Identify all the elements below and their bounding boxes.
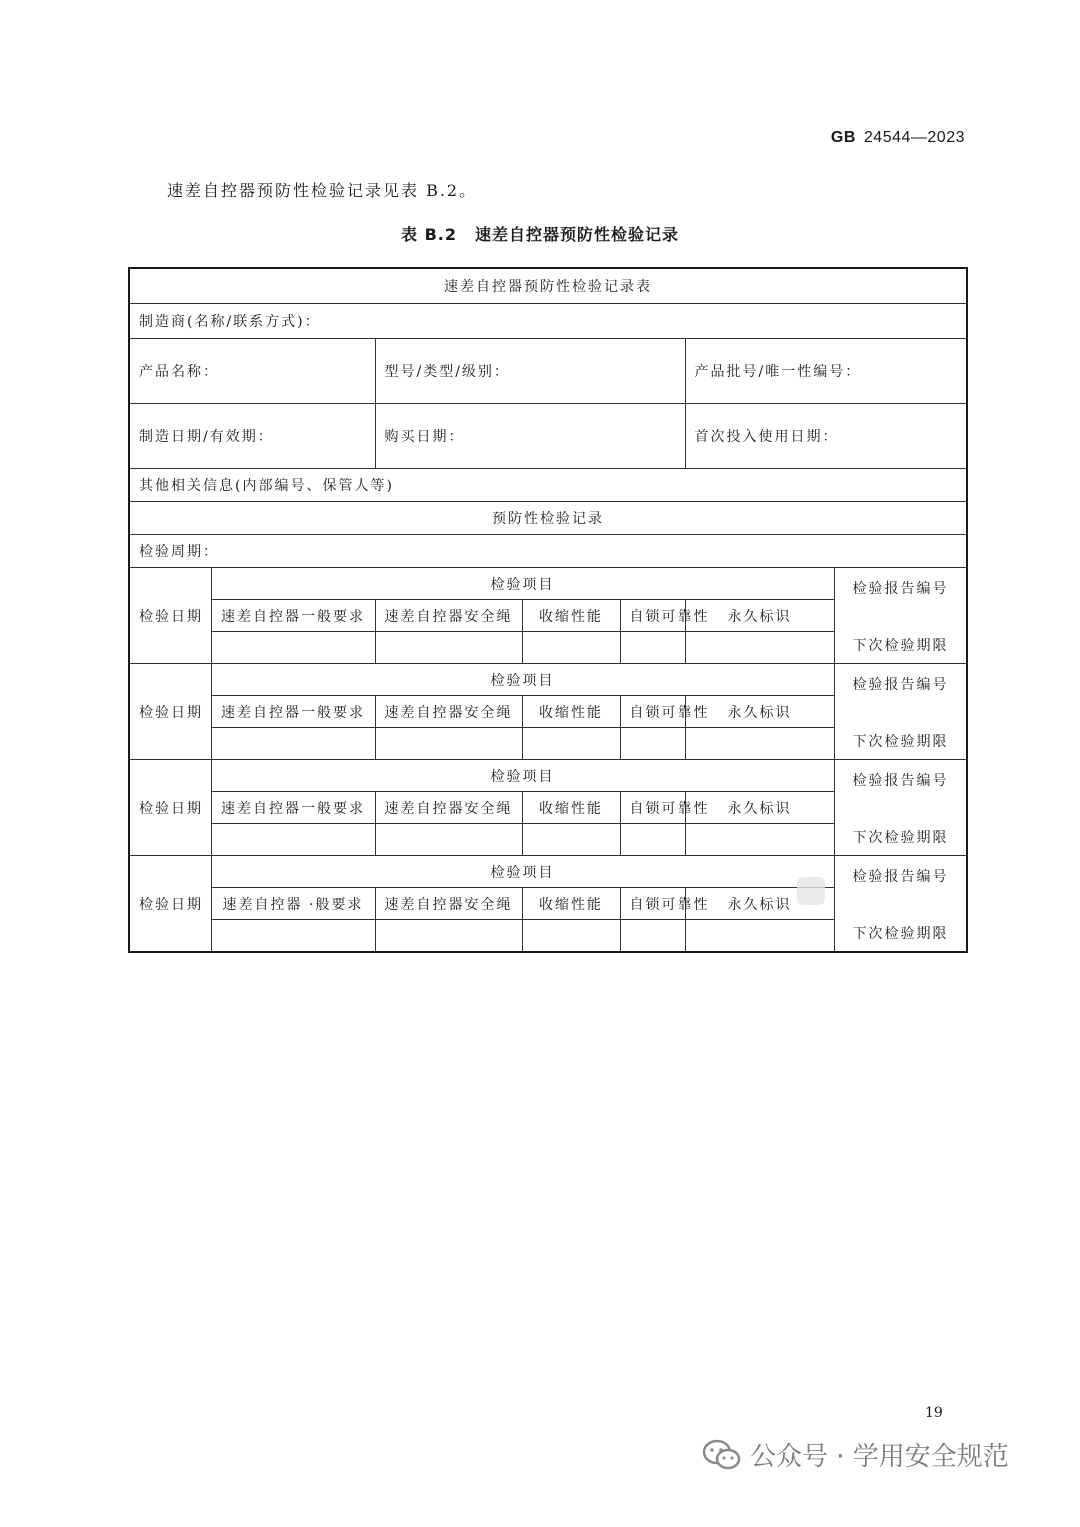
inspection-date-label: 检验日期 (129, 568, 211, 664)
inspection-item: 收缩性能 (522, 792, 620, 824)
table-caption (0, 222, 1080, 245)
inspection-result-cell[interactable] (522, 824, 620, 856)
inspection-date-label: 检验日期 (129, 664, 211, 760)
report-cell (834, 568, 967, 664)
next-inspection-label: 下次检验期限 (852, 830, 949, 846)
table-header-title: 速差自控器预防性检验记录表 (129, 268, 967, 304)
product-name-field: 产品名称： (129, 339, 375, 404)
standard-number: 24544—2023 (863, 129, 965, 146)
table-title: 速差自控器预防性检验记录 (474, 225, 679, 244)
inspection-items-label: 检验项目 (211, 856, 834, 888)
inspection-item: 速差自控器 ·般要求 (211, 888, 375, 920)
mfg-date-field: 制造日期/有效期： (129, 404, 375, 469)
inspection-result-cell[interactable] (375, 728, 522, 760)
report-cell (834, 664, 967, 760)
inspection-date-label: 检验日期 (129, 760, 211, 856)
inspection-item: 速差自控器一般要求 (211, 792, 375, 824)
standard-code (831, 129, 965, 147)
other-info-field: 其他相关信息(内部编号、保管人等) (129, 469, 967, 502)
watermark-text: 公众号 · 学用安全规范 (750, 1442, 1009, 1472)
section-title: 预防性检验记录 (129, 502, 967, 535)
purchase-date-field: 购买日期： (375, 404, 685, 469)
inspection-result-cell[interactable] (375, 632, 522, 664)
inspection-result-cell[interactable] (211, 920, 375, 953)
inspection-item: 自锁可靠性 (620, 888, 685, 920)
inspection-item: 自锁可靠性 (620, 696, 685, 728)
inspection-item: 速差自控器安全绳 (375, 600, 522, 632)
intro-text: 速差自控器预防性检验记录见表 B.2。 (167, 181, 478, 200)
inspection-result-cell[interactable] (685, 824, 834, 856)
inspection-items-label: 检验项目 (211, 664, 834, 696)
inspection-item: 永久标识 (685, 600, 834, 632)
inspection-result-cell[interactable] (685, 920, 834, 953)
inspection-item: 速差自控器一般要求 (211, 696, 375, 728)
report-number-label: 检验报告编号 (852, 677, 949, 693)
inspection-item: 收缩性能 (522, 696, 620, 728)
report-number-label: 检验报告编号 (852, 773, 949, 789)
table-number: 表 B.2 (401, 225, 457, 244)
first-use-date-field: 首次投入使用日期： (685, 404, 967, 469)
inspection-items-label: 检验项目 (211, 568, 834, 600)
inspection-item: 收缩性能 (522, 888, 620, 920)
watermark (702, 1436, 1009, 1473)
inspection-result-cell[interactable] (375, 824, 522, 856)
inspection-result-cell[interactable] (685, 632, 834, 664)
logo-stamp (797, 877, 825, 905)
inspection-result-cell[interactable] (620, 728, 685, 760)
inspection-item: 速差自控器安全绳 (375, 792, 522, 824)
report-cell (834, 856, 967, 953)
inspection-date-label: 检验日期 (129, 856, 211, 953)
inspection-result-cell[interactable] (522, 632, 620, 664)
inspection-cycle-field: 检验周期： (129, 535, 967, 568)
inspection-result-cell[interactable] (375, 920, 522, 953)
page-number: 19 (925, 1405, 943, 1421)
inspection-item: 自锁可靠性 (620, 600, 685, 632)
inspection-result-cell[interactable] (211, 824, 375, 856)
inspection-item: 自锁可靠性 (620, 792, 685, 824)
inspection-result-cell[interactable] (522, 728, 620, 760)
wechat-icon (702, 1439, 742, 1471)
inspection-item: 永久标识 (685, 792, 834, 824)
report-cell (834, 760, 967, 856)
inspection-result-cell[interactable] (211, 728, 375, 760)
inspection-result-cell[interactable] (211, 632, 375, 664)
batch-field: 产品批号/唯一性编号： (685, 339, 967, 404)
inspection-result-cell[interactable] (620, 632, 685, 664)
inspection-item: 速差自控器安全绳 (375, 888, 522, 920)
inspection-result-cell[interactable] (620, 824, 685, 856)
inspection-result-cell[interactable] (685, 728, 834, 760)
inspection-result-cell[interactable] (620, 920, 685, 953)
inspection-record-table (128, 267, 968, 953)
inspection-items-label: 检验项目 (211, 760, 834, 792)
standard-prefix: GB (830, 129, 856, 146)
inspection-item: 永久标识 (685, 696, 834, 728)
report-number-label: 检验报告编号 (852, 869, 949, 885)
next-inspection-label: 下次检验期限 (852, 734, 949, 750)
next-inspection-label: 下次检验期限 (852, 638, 949, 654)
inspection-item: 速差自控器一般要求 (211, 600, 375, 632)
inspection-item: 速差自控器安全绳 (375, 696, 522, 728)
report-number-label: 检验报告编号 (852, 581, 949, 597)
inspection-result-cell[interactable] (522, 920, 620, 953)
model-field: 型号/类型/级别： (375, 339, 685, 404)
inspection-item: 永久标识 (685, 888, 834, 920)
next-inspection-label: 下次检验期限 (852, 926, 949, 942)
manufacturer-field: 制造商(名称/联系方式)： (129, 304, 967, 339)
inspection-item: 收缩性能 (522, 600, 620, 632)
